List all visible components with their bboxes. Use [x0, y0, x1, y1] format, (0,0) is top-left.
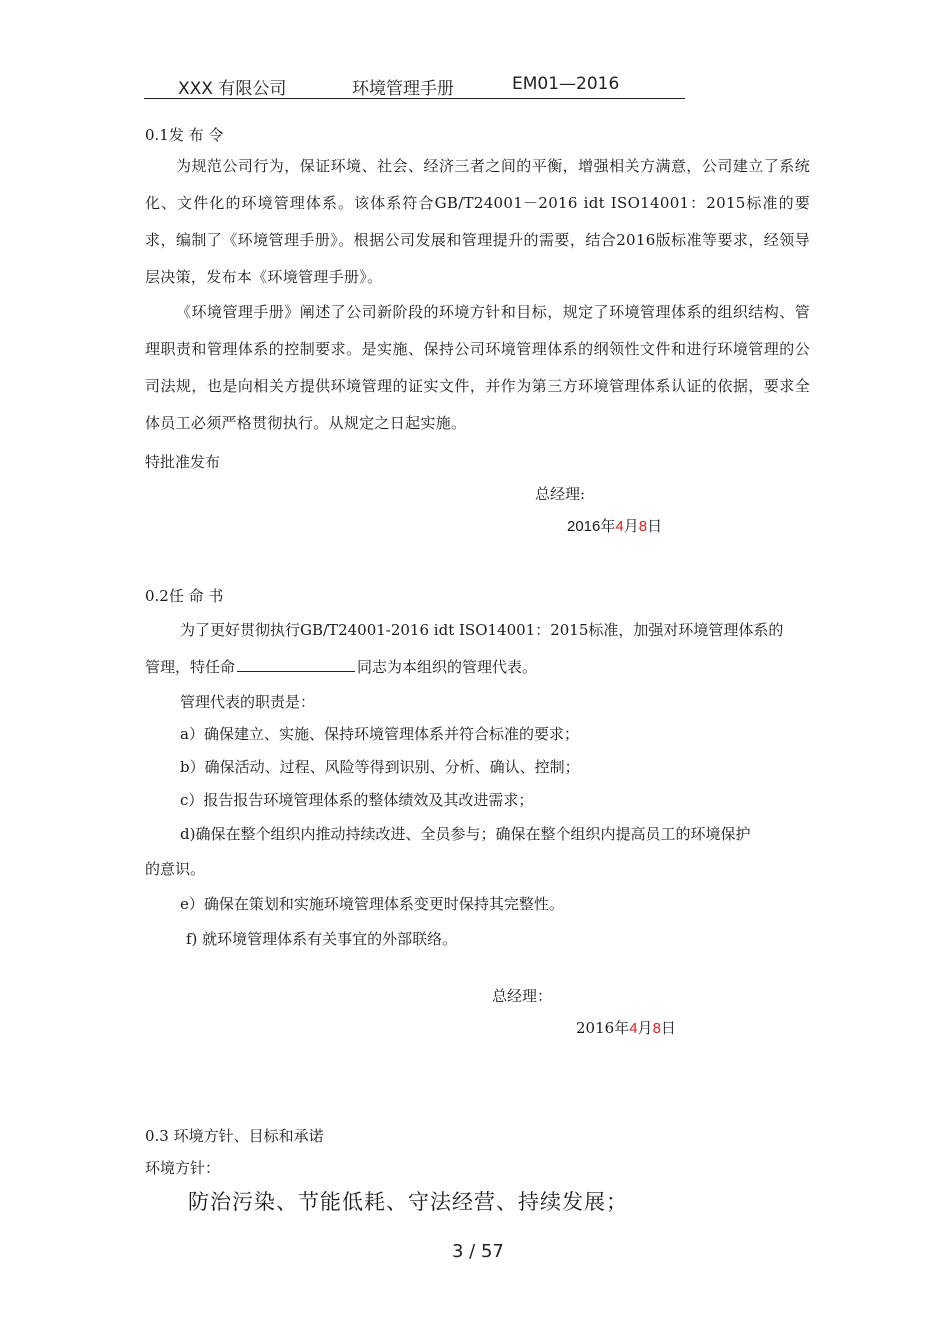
- duty-b: b）确保活动、过程、风险等得到识别、分析、确认、控制；: [180, 758, 580, 776]
- release-paragraph-1: 为规范公司行为，保证环境、社会、经济三者之间的平衡，增强相关方满意，公司建立了系统化、文件化的环境管理体系。该体系符合GB/T24001－2016 idt ISO14001：2015标准的要求，编制了《环境管理手册》。根据公司发展和管理提升的需要，结合2016版标准等要求，经领导层决策，发布本《环境管理手册》。: [145, 157, 810, 286]
- section-title-policy: 0.3 环境方针、目标和承诺: [145, 1127, 324, 1145]
- section-title-release-order: 0.1发 布 令: [145, 126, 224, 144]
- duty-e: e）确保在策划和实施环境管理体系变更时保持其完整性。: [180, 895, 564, 913]
- environmental-policy-statement: 防治污染、节能低耗、守法经营、持续发展；: [188, 1190, 628, 1214]
- approve-text: 特批准发布: [145, 453, 221, 471]
- duty-d-line-1: d)确保在整个组织内推动持续改进、全员参与；确保在整个组织内提高员工的环境保护: [180, 825, 751, 843]
- release-paragraph-2: 《环境管理手册》阐述了公司新阶段的环境方针和目标，规定了环境管理体系的组织结构、管理职责和管理体系的控制要求。是实施、保持公司环境管理体系的纲领性文件和进行环境管理的公司法规，也是向相关方提供环境管理的证实文件，并作为第三方环境管理体系认证的依据，要求全体员工必须严格贯彻执行。从规定之日起实施。: [145, 303, 810, 432]
- appointment-line-1: 为了更好贯彻执行GB/T24001-2016 idt ISO14001：2015标准，加强对环境管理体系的: [180, 621, 784, 639]
- duties-intro: 管理代表的职责是：: [180, 693, 316, 711]
- duty-c: c）报告报告环境管理体系的整体绩效及其改进需求；: [180, 791, 534, 809]
- policy-label: 环境方针：: [145, 1159, 221, 1177]
- appointment-line-2: 管理，特任命 同志为本组织的管理代表。: [145, 658, 538, 676]
- duty-a: a）确保建立、实施、保持环境管理体系并符合标准的要求；: [180, 725, 579, 743]
- header-company: XXX 有限公司: [178, 79, 287, 99]
- duty-f: f) 就环境管理体系有关事宜的外部联络。: [186, 930, 458, 948]
- header-manual-title: 环境管理手册: [352, 79, 454, 99]
- section-title-appointment: 0.2任 命 书: [145, 587, 224, 605]
- appointment-date: 2016年4月8日: [576, 1019, 676, 1037]
- general-manager-label-2: 总经理：: [492, 987, 553, 1005]
- page-number: 3 / 57: [452, 1241, 504, 1262]
- release-date: 2016年4月8日: [567, 517, 663, 535]
- appointee-name-blank: [237, 657, 355, 672]
- general-manager-label: 总经理:: [535, 485, 586, 503]
- page-header: [144, 74, 685, 99]
- duty-d-line-2: 的意识。: [145, 860, 206, 878]
- header-doc-code: EM01—2016: [512, 74, 620, 94]
